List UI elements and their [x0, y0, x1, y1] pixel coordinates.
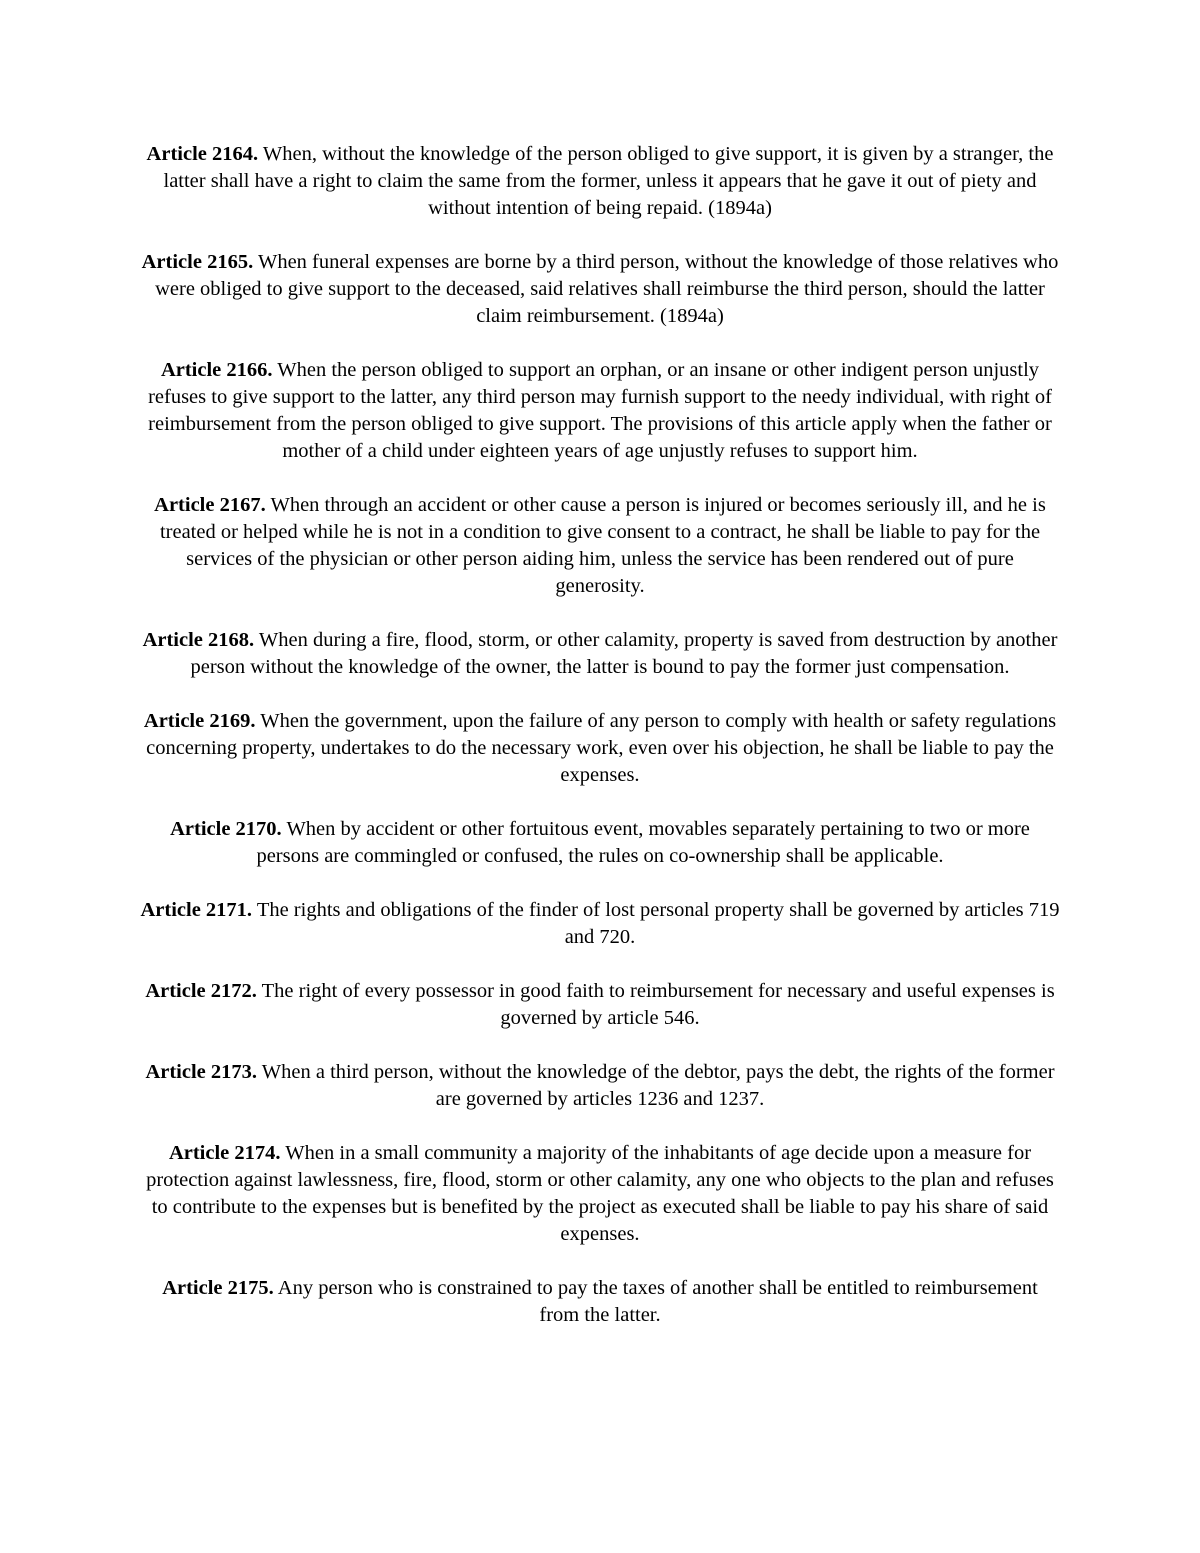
article-2172: [140, 978, 1060, 1032]
article-2169: [140, 708, 1060, 789]
article-number: Article 2166.: [160, 359, 273, 381]
article-2173: [140, 1059, 1060, 1113]
article-number: Article 2174.: [168, 1142, 281, 1164]
article-2171: [140, 897, 1060, 951]
article-text: When in a small community a majority of the inhabitants of age decide upon a measure for protection against lawlessness, fire, flood, storm or other calamity, any one who objects to the plan and refuses to contribute to the expenses but is benefited by the project as executed shall be liable to pay his share of said expenses.: [146, 1142, 1054, 1245]
article-2166: [140, 357, 1060, 465]
article-2165: [140, 249, 1060, 330]
article-2175: [140, 1275, 1060, 1329]
article-text: When by accident or other fortuitous event, movables separately pertaining to two or more persons are commingled or confused, the rules on co-ownership shall be applicable.: [256, 818, 1030, 867]
article-text: When funeral expenses are borne by a third person, without the knowledge of those relatives who were obliged to give support to the deceased, said relatives shall reimburse the third person, should the latter claim reimbursement. (1894a): [155, 251, 1059, 327]
article-number: Article 2171.: [140, 899, 253, 921]
article-number: Article 2175.: [162, 1277, 274, 1299]
article-2167: [140, 492, 1060, 600]
article-number: Article 2173.: [145, 1061, 258, 1083]
article-text: When a third person, without the knowledge of the debtor, pays the debt, the rights of the former are governed by articles 1236 and 1237.: [261, 1061, 1055, 1110]
article-number: Article 2165.: [141, 251, 254, 273]
article-text: The right of every possessor in good faith to reimbursement for necessary and useful expenses is governed by article 546.: [261, 980, 1055, 1029]
article-text: When the person obliged to support an orphan, or an insane or other indigent person unjustly refuses to give support to the latter, any third person may furnish support to the needy individual, with right of reimbursement from the person obliged to give support. The provisions of this article apply when the father or mother of a child under eighteen years of age unjustly refuses to support him.: [148, 359, 1052, 462]
article-2164: [140, 141, 1060, 222]
article-number: Article 2169.: [143, 710, 256, 732]
article-2168: [140, 627, 1060, 681]
article-text: When during a fire, flood, storm, or other calamity, property is saved from destruction by another person without the knowledge of the owner, the latter is bound to pay the former just compensation.: [190, 629, 1058, 678]
article-number: Article 2172.: [145, 980, 257, 1002]
article-text: The rights and obligations of the finder of lost personal property shall be governed by articles 719 and 720.: [256, 899, 1060, 948]
article-number: Article 2164.: [146, 143, 259, 165]
article-text: Any person who is constrained to pay the taxes of another shall be entitled to reimbursement from the latter.: [277, 1277, 1038, 1326]
document-page: [140, 141, 1060, 1356]
article-number: Article 2168.: [142, 629, 255, 651]
article-2174: [140, 1140, 1060, 1248]
article-number: Article 2170.: [170, 818, 282, 840]
article-number: Article 2167.: [154, 494, 266, 516]
article-text: When, without the knowledge of the person obliged to give support, it is given by a stranger, the latter shall have a right to claim the same from the former, unless it appears that he gave it out of piety and without intention of being repaid. (1894a): [163, 143, 1054, 219]
article-text: When through an accident or other cause a person is injured or becomes seriously ill, and he is treated or helped while he is not in a condition to give consent to a contract, he shall be liable to pay for the services of the physician or other person aiding him, unless the service has been rendered out of pure generosity.: [159, 494, 1046, 597]
article-text: When the government, upon the failure of any person to comply with health or safety regulations concerning property, undertakes to do the necessary work, even over his objection, he shall be liable to pay the expenses.: [146, 710, 1057, 786]
article-2170: [140, 816, 1060, 870]
